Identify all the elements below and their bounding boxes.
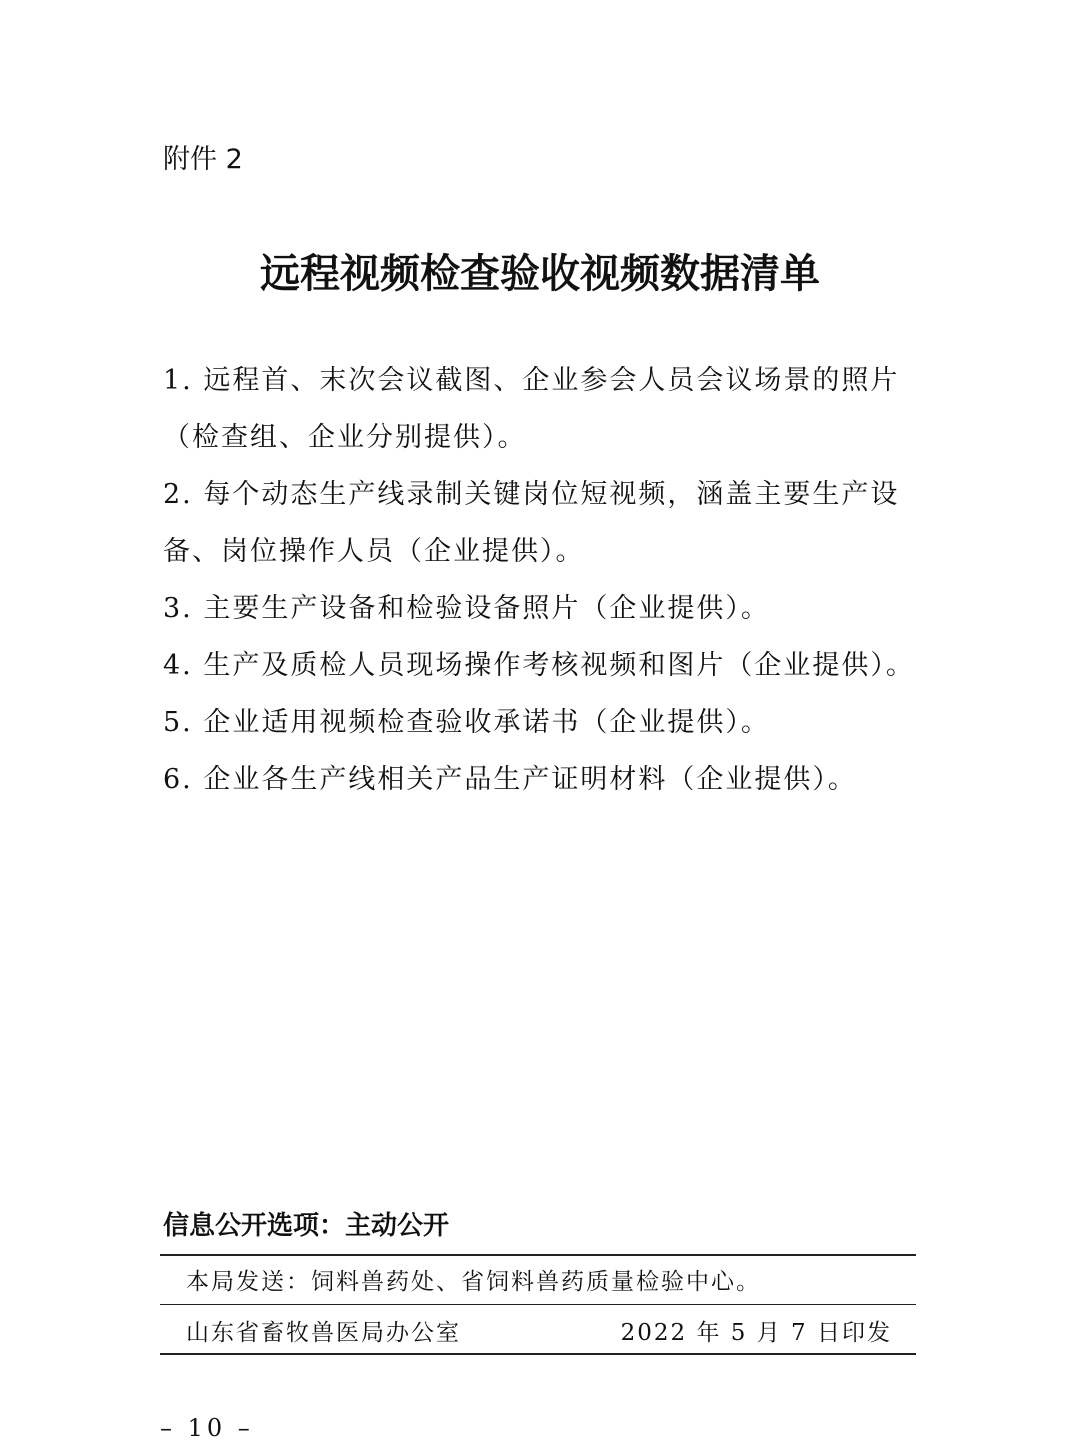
list-item: 4. 生产及质检人员现场操作考核视频和图片（企业提供）。 — [163, 650, 915, 681]
issuer: 山东省畜牧兽医局办公室 — [186, 1320, 461, 1346]
list-item: 5. 企业适用视频检查验收承诺书（企业提供）。 — [163, 707, 770, 738]
issuer-row — [186, 1313, 892, 1353]
divider — [160, 1304, 916, 1305]
document-title: 远程视频检查验收视频数据清单 — [260, 250, 820, 297]
list-item: 1. 远程首、末次会议截图、企业参会人员会议场景的照片（检查组、企业分别提供）。 — [163, 365, 900, 453]
list-item: 6. 企业各生产线相关产品生产证明材料（企业提供）。 — [163, 764, 857, 795]
issue-date: 2022 年 5 月 7 日印发 — [620, 1320, 892, 1346]
list-item: 3. 主要生产设备和检验设备照片（企业提供）。 — [163, 593, 770, 624]
annex-label: 附件 2 — [163, 144, 243, 175]
disclosure-option: 信息公开选项：主动公开 — [163, 1211, 450, 1241]
distribution-list: 本局发送：饲料兽药处、省饲料兽药质量检验中心。 — [186, 1269, 761, 1295]
item-list — [163, 352, 923, 808]
divider — [160, 1353, 916, 1355]
page-number: – 10 – — [160, 1414, 254, 1442]
divider — [160, 1254, 916, 1256]
list-item: 2. 每个动态生产线录制关键岗位短视频，涵盖主要生产设备、岗位操作人员（企业提供）。 — [163, 479, 900, 567]
